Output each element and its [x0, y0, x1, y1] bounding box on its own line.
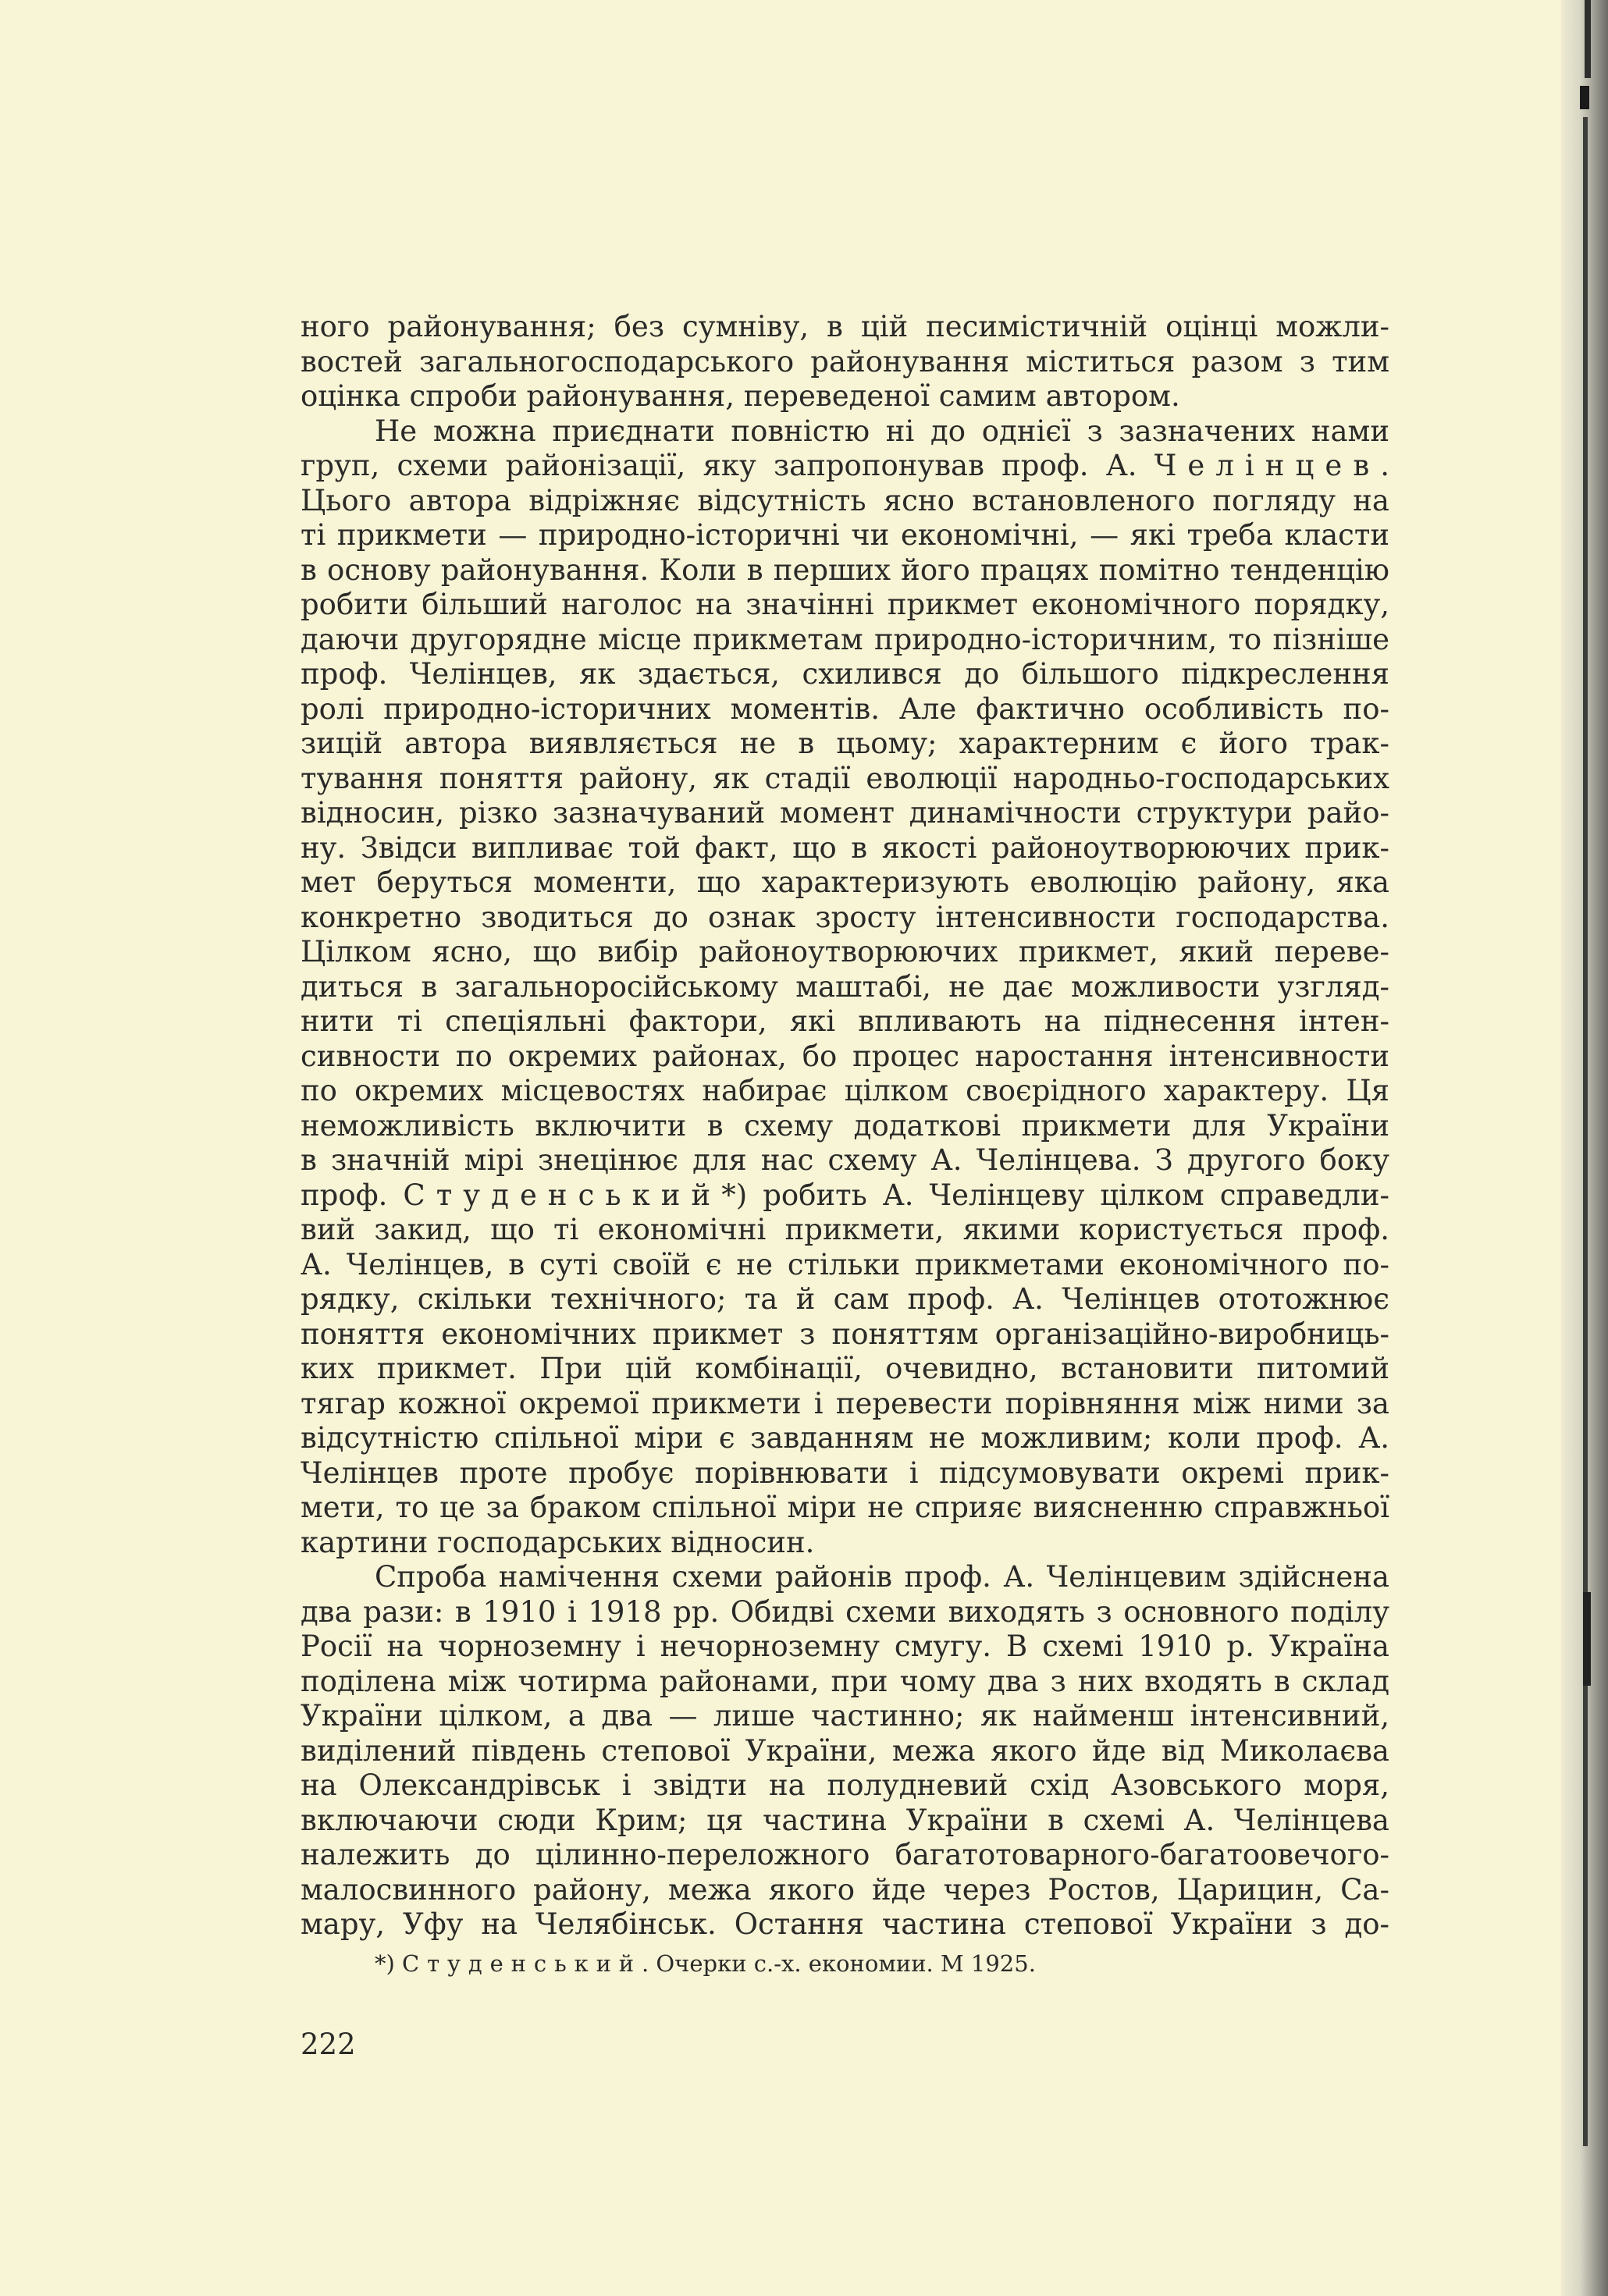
text-line: груп, схеми районізації, яку запропонував проф. А. Челінцев. [301, 449, 1389, 482]
footnote-mark: *) [375, 1950, 403, 1977]
text-line: тягар кожної окремої прикмети і перевести порівняння між ними за [301, 1386, 1389, 1420]
text-line: зицій автора виявляється не в цьому; характерним є його трак- [301, 727, 1389, 760]
text-line: ких прикмет. При цій комбінації, очевидно, встановити питомий [301, 1352, 1389, 1385]
text-line: проф. Челінцев, як здається, схилився до більшого підкреслення [301, 657, 1389, 691]
binding-mark [1583, 117, 1588, 2146]
text-line: належить до цілинно-переложного багатотоварного-багатоовечого- [301, 1838, 1389, 1871]
text-line: сивности по окремих районах, бо процес наростання інтенсивности [301, 1039, 1389, 1073]
text-line: проф. Студенський*) робить А. Челінцеву цілком справедли- [301, 1178, 1389, 1212]
text-line: рядку, скільки технічного; та й сам проф. А. Челінцев ототожнює [301, 1282, 1389, 1316]
text-line: малосвинного району, межа якого йде через Ростов, Царицин, Са- [301, 1872, 1389, 1907]
text-line: мару, Уфу на Челябінськ. Остання частина степової України з до- [301, 1907, 1389, 1941]
text-line: оцінка спроби районування, переведеної самим автором. [301, 379, 1180, 413]
footnote-author: Студенський [402, 1950, 642, 1977]
text-line: України цілком, а два — лише частинно; як найменш інтенсивний, [301, 1699, 1389, 1733]
text-line: даючи другорядне місце прикметам природно-історичним, то пізніше [301, 622, 1389, 656]
page-edge-shadow [1561, 0, 1608, 2296]
text-line: Челінцев проте пробує порівнювати і підсумовувати окремі прик- [301, 1455, 1389, 1490]
text-line: ті прикмети — природно-історичні чи економічні, — які треба класти [301, 518, 1389, 552]
text-line: робити більший наголос на значінні прикмет економічного порядку, [301, 588, 1389, 621]
text-line: в основу районування. Коли в перших його працях помітно тенденцію [301, 553, 1389, 587]
text-line: нити ті спеціяльні фактори, які впливають на піднесення інтен- [301, 1004, 1389, 1038]
text-line: поділена між чотирма районами, при чому два з них входять в склад [301, 1664, 1389, 1698]
text-line: Росії на чорноземну і нечорноземну смугу. В схемі 1910 р. Україна [301, 1630, 1389, 1663]
author-name-spaced: Студенський [403, 1178, 722, 1212]
text-line: востей загальногосподарського районування міститься разом з тим [301, 344, 1389, 379]
text-line: Цього автора відріжняє відсутність ясно встановленого погляду на [301, 483, 1389, 517]
text-line: Спроба намічення схеми районів проф. А. Челінцевим здійснена [375, 1560, 1389, 1594]
text-line: диться в загальноросійському маштабі, не дає можливости узгляд- [301, 969, 1389, 1004]
text-line: конкретно зводиться до ознак зросту інтенсивности господарства. [301, 900, 1389, 934]
binding-mark [1585, 0, 1591, 78]
text-line: в значній мірі знецінює для нас схему А. Челінцева. З другого боку [301, 1143, 1389, 1177]
text-line: два рази: в 1910 і 1918 рр. Обидві схеми виходять з основного поділу [301, 1594, 1389, 1629]
author-name-spaced: Челінцев [1154, 449, 1381, 482]
footnote [375, 1948, 1036, 1979]
text-line: Цілком ясно, що вибір районоутворюючих прикмет, який переве- [301, 935, 1389, 969]
text-line: Не можна приєднати повністю ні до однієї з зазначених нами [375, 414, 1389, 448]
footnote-text: . Очерки с.-х. економии. М 1925. [641, 1950, 1036, 1977]
binding-mark [1580, 86, 1589, 109]
text-line: відсутністю спільної міри є завданням не можливим; коли проф. А. [301, 1421, 1389, 1455]
text-line: неможливість включити в схему додаткові прикмети для України [301, 1108, 1389, 1143]
text-line: вий закид, що ті економічні прикмети, якими користується проф. [301, 1213, 1389, 1246]
text-line: мет беруться моменти, що характеризують еволюцію району, яка [301, 865, 1389, 899]
text-line: картини господарських відносин. [301, 1525, 815, 1559]
text-line: мети, то це за браком спільної міри не сприяє виясненню справжньої [301, 1491, 1389, 1524]
text-line: включаючи сюди Крим; ця частина України в схемі А. Челінцева [301, 1803, 1389, 1837]
text-line: ролі природно-історичних моментів. Але фактично особливість по- [301, 691, 1389, 726]
text-line: ну. Звідси випливає той факт, що в якості районоутворюючих прик- [301, 830, 1389, 865]
text-line: поняття економічних прикмет з поняттям організаційно-виробниць- [301, 1317, 1389, 1351]
page-number: 222 [301, 2028, 356, 2061]
text-line: по окремих місцевостях набирає цілком своєрідного характеру. Ця [301, 1074, 1389, 1107]
text-line: тування поняття району, як стадії еволюції народньо-господарських [301, 761, 1389, 795]
body-text [301, 310, 1389, 1942]
text-line: на Олександрівськ і звідти на полудневий схід Азовського моря, [301, 1768, 1389, 1802]
text-line: А. Челінцев, в суті своїй є не стільки прикметами економічного по- [301, 1247, 1389, 1281]
text-line: ного районування; без сумніву, в цій песимістичній оцінці можли- [301, 310, 1389, 343]
text-line: виділений південь степової України, межа якого йде від Миколаєва [301, 1733, 1389, 1768]
binding-mark [1583, 1592, 1591, 1686]
text-line: відносин, різко зазначуваний момент динамічности структури райо- [301, 796, 1389, 830]
